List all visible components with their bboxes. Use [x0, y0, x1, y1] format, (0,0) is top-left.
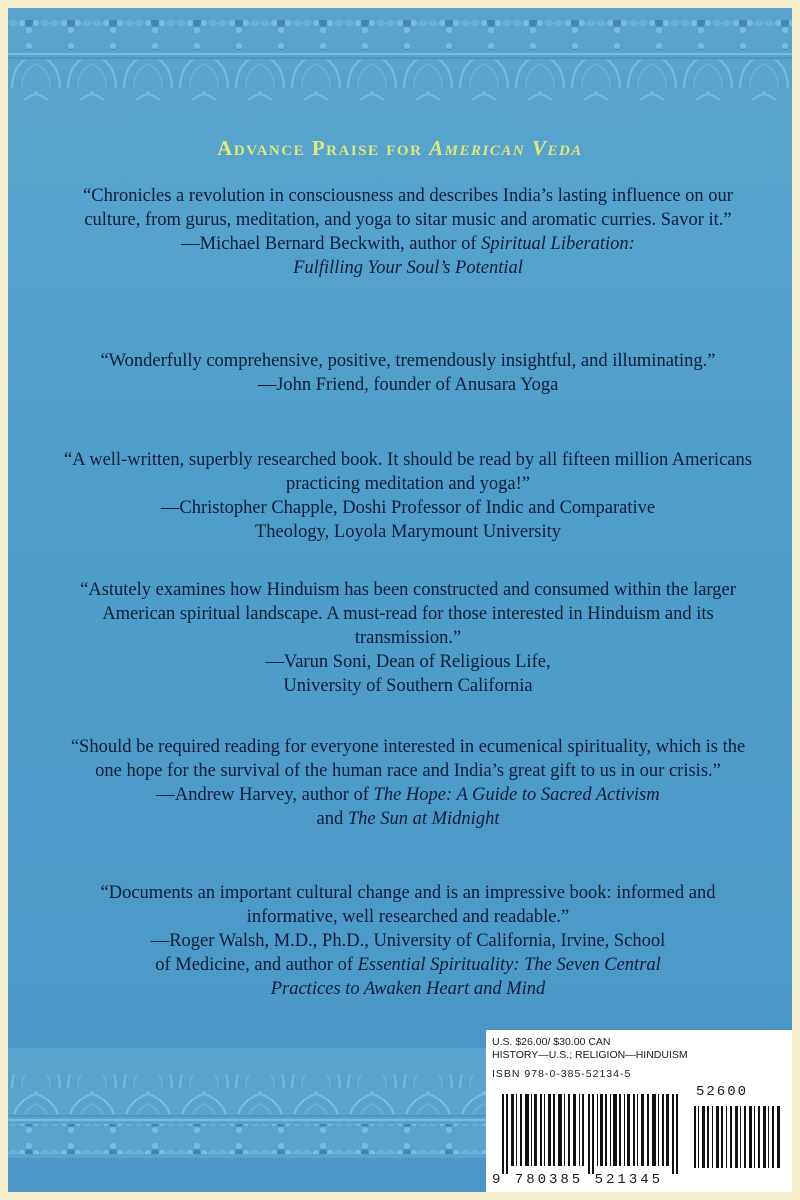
quote-text: “Astutely examines how Hinduism has been constructed and consumed within the larger American spiritual landscape. A must-read for those interested in Hinduism and its transmission.” [80, 580, 736, 648]
heading-text: Advance Praise for [217, 136, 430, 160]
quote-attribution: University of Southern California [283, 676, 533, 696]
addon-barcode-image [692, 1106, 784, 1168]
attribution-text: and [316, 809, 348, 829]
book-title: The Sun at Midnight [347, 809, 500, 829]
quote-chapple [58, 448, 758, 544]
quote-harvey [58, 735, 758, 831]
quote-beckwith [58, 184, 758, 280]
attribution-text: —Michael Bernard Beckwith, author of [181, 234, 482, 254]
attribution-text: of Medicine, and author of [155, 955, 358, 975]
quote-text: “Wonderfully comprehensive, positive, tremendously insightful, and illuminating.” [100, 351, 716, 371]
barcode-image [496, 1094, 686, 1174]
quote-text: “Should be required reading for everyone interested in ecumenical spirituality, which is the one hope for the survival of the human race and India’s great gift to us in our crisis.” [70, 737, 746, 781]
quote-text: “Chronicles a revolution in consciousness and describes India’s lasting influence on our culture, from gurus, meditation, and yoga to sitar music and aromatic curries. Savor it.” [83, 186, 733, 230]
quote-attribution [58, 783, 758, 807]
quote-attribution [58, 953, 758, 977]
quote-text: “A well-written, superbly researched book. It should be read by all fifteen million Americans practicing meditation and yoga!” [64, 450, 752, 494]
category-text: HISTORY—U.S.; RELIGION—HINDUISM [492, 1049, 688, 1061]
praise-heading [8, 136, 792, 161]
book-title: The Hope: A Guide to Sacred Activism [373, 785, 660, 805]
barcode-number: 9 780385 521345 [492, 1172, 664, 1188]
quote-attribution [58, 232, 758, 256]
book-title: Spiritual Liberation: [481, 234, 635, 254]
quote-soni [58, 578, 758, 698]
book-title: American Veda [429, 136, 583, 160]
addon-number: 52600 [696, 1084, 749, 1100]
book-back-cover [8, 8, 792, 1192]
quote-friend [58, 349, 758, 397]
quote-attribution: Theology, Loyola Marymount University [254, 522, 562, 542]
book-title: Fulfilling Your Soul’s Potential [293, 258, 523, 278]
quote-attribution: —John Friend, founder of Anusara Yoga [257, 375, 559, 395]
quote-attribution [58, 807, 758, 831]
decorative-border-top [8, 8, 792, 118]
isbn-text: ISBN 978-0-385-52134-5 [492, 1068, 632, 1080]
quote-attribution: —Christopher Chapple, Doshi Professor of Indic and Comparative [160, 498, 656, 518]
price-barcode-box [486, 1030, 792, 1192]
book-title: Practices to Awaken Heart and Mind [270, 979, 546, 999]
attribution-text: —Andrew Harvey, author of [156, 785, 374, 805]
book-title: Essential Spirituality: The Seven Central [357, 955, 661, 975]
quote-attribution: —Varun Soni, Dean of Religious Life, [265, 652, 551, 672]
price-text: U.S. $26.00/ $30.00 CAN [492, 1036, 611, 1048]
quote-attribution: —Roger Walsh, M.D., Ph.D., University of California, Irvine, School [150, 931, 666, 951]
quote-text: “Documents an important cultural change and is an impressive book: informed and informative, well researched and readable.” [100, 883, 716, 927]
quote-walsh [58, 881, 758, 1001]
